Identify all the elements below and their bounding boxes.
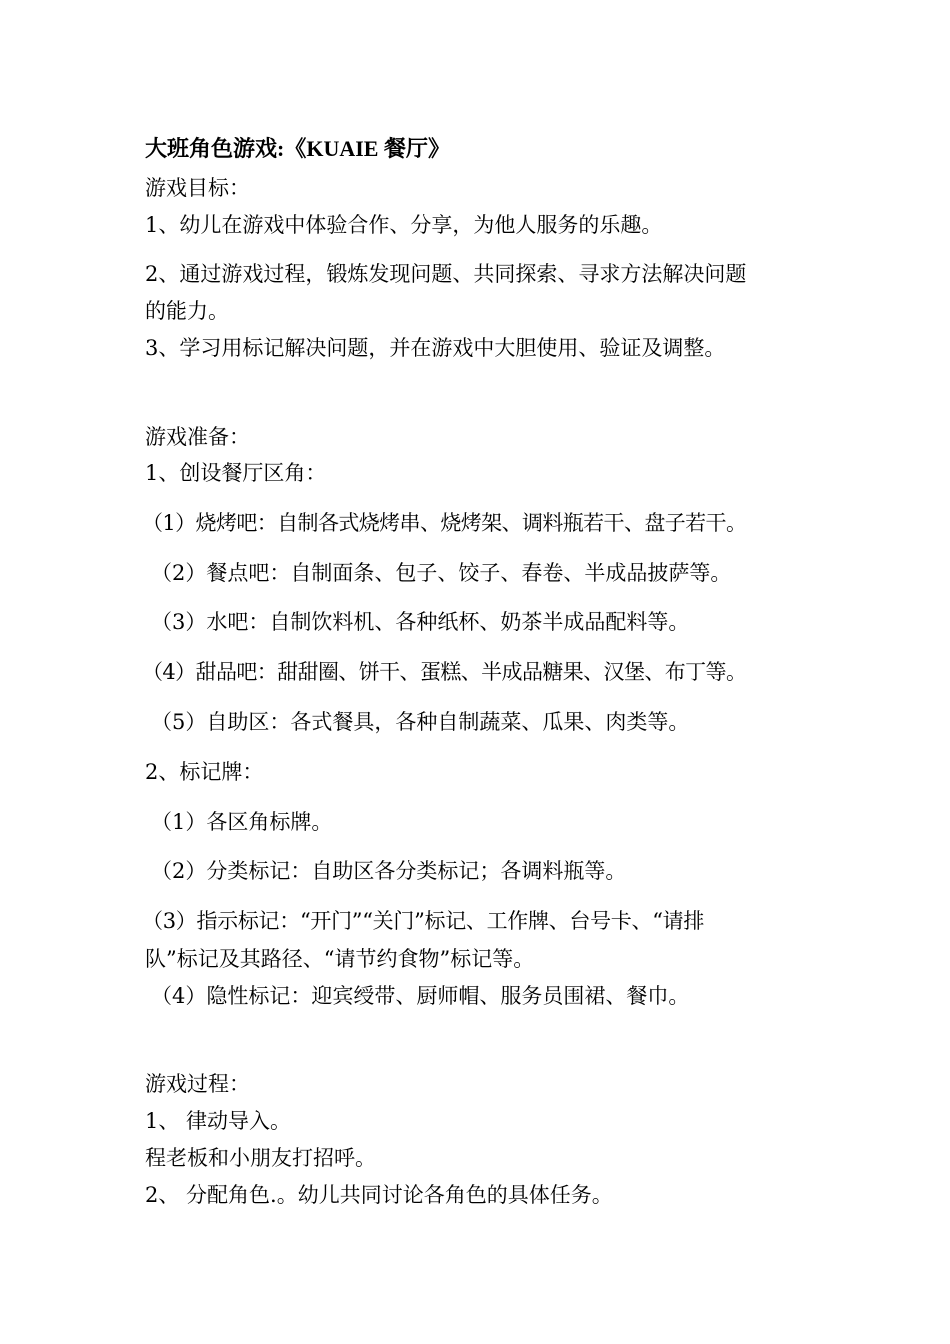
- preparation-heading: 游戏准备：: [145, 425, 250, 449]
- sign-item-area-boards: （1）各区角标牌。: [151, 810, 333, 834]
- goal-item-1: 1、幼儿在游戏中体验合作、分享，为他人服务的乐趣。: [145, 213, 663, 237]
- process-step-2: 2、 分配角色.。幼儿共同讨论各角色的具体任务。: [145, 1183, 613, 1207]
- preparation-item-dessert: （4）甜品吧：甜甜圈、饼干、蛋糕、半成品糖果、汉堡、布丁等。: [142, 660, 747, 684]
- goal-item-2-line-2: 的能力。: [145, 299, 229, 323]
- process-heading: 游戏过程：: [145, 1072, 250, 1096]
- preparation-item-snack: （2）餐点吧：自制面条、包子、饺子、春卷、半成品披萨等。: [151, 561, 732, 585]
- sign-item-direction-line-1: （3）指示标记：“开门”“关门”标记、工作牌、台号卡、“请排: [142, 909, 705, 933]
- preparation-section-1: 1、创设餐厅区角：: [145, 461, 327, 485]
- preparation-item-buffet: （5）自助区：各式餐具，各种自制蔬菜、瓜果、肉类等。: [151, 710, 690, 734]
- process-step-1-detail: 程老板和小朋友打招呼。: [145, 1146, 376, 1170]
- goals-heading: 游戏目标：: [145, 176, 250, 200]
- goal-item-3: 3、学习用标记解决问题，并在游戏中大胆使用、验证及调整。: [145, 336, 726, 360]
- sign-item-category: （2）分类标记：自助区各分类标记；各调料瓶等。: [151, 859, 627, 883]
- process-step-1: 1、 律动导入。: [145, 1109, 292, 1133]
- preparation-item-drinks: （3）水吧：自制饮料机、各种纸杯、奶茶半成品配料等。: [151, 610, 690, 634]
- preparation-section-2: 2、标记牌：: [145, 760, 264, 784]
- sign-item-implicit: （4）隐性标记：迎宾绶带、厨师帽、服务员围裙、餐巾。: [151, 984, 690, 1008]
- goal-item-2-line-1: 2、通过游戏过程，锻炼发现问题、共同探索、寻求方法解决问题: [145, 262, 747, 286]
- preparation-item-bbq: （1）烧烤吧：自制各式烧烤串、烧烤架、调料瓶若干、盘子若干。: [142, 511, 747, 535]
- document-title: 大班角色游戏:《KUAIE 餐厅》: [145, 136, 450, 161]
- sign-item-direction-line-2: 队”标记及其路径、“请节约食物”标记等。: [145, 947, 535, 971]
